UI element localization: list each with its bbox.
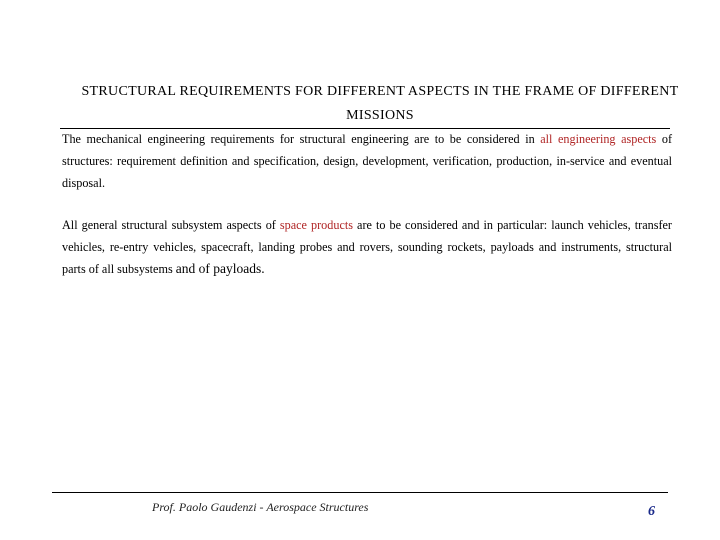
paragraph-subsystem-aspects <box>62 214 672 280</box>
paragraph2-text-end: and of payloads. <box>175 261 265 276</box>
paragraph1-text-after: of structures: requirement definition and specification, design, development, verification, production, in-service and eventual disposal. <box>62 132 672 190</box>
paragraph2-highlight: space products <box>279 218 353 232</box>
paragraph-requirements <box>62 128 672 194</box>
paragraph1-highlight: all engineering aspects <box>540 132 657 146</box>
page-number: 6 <box>648 504 655 519</box>
paragraph2-text-before: All general structural subsystem aspects of <box>62 218 280 232</box>
paragraph2-text-middle: are to be considered and in particular: launch vehicles, transfer vehicles, re-entry vehicles, spacecraft, landing probes and rovers, sounding rockets, payloads and instruments, structural parts of all subsystems <box>62 218 672 276</box>
footer-author: Prof. Paolo Gaudenzi - Aerospace Structures <box>152 500 369 514</box>
footer-divider <box>52 492 668 493</box>
slide-title: STRUCTURAL REQUIREMENTS FOR DIFFERENT ASPECTS IN THE FRAME OF DIFFERENT MISSIONS <box>81 84 679 123</box>
paragraph1-text-before: The mechanical engineering requirements for structural engineering are to be considered in <box>62 132 541 146</box>
